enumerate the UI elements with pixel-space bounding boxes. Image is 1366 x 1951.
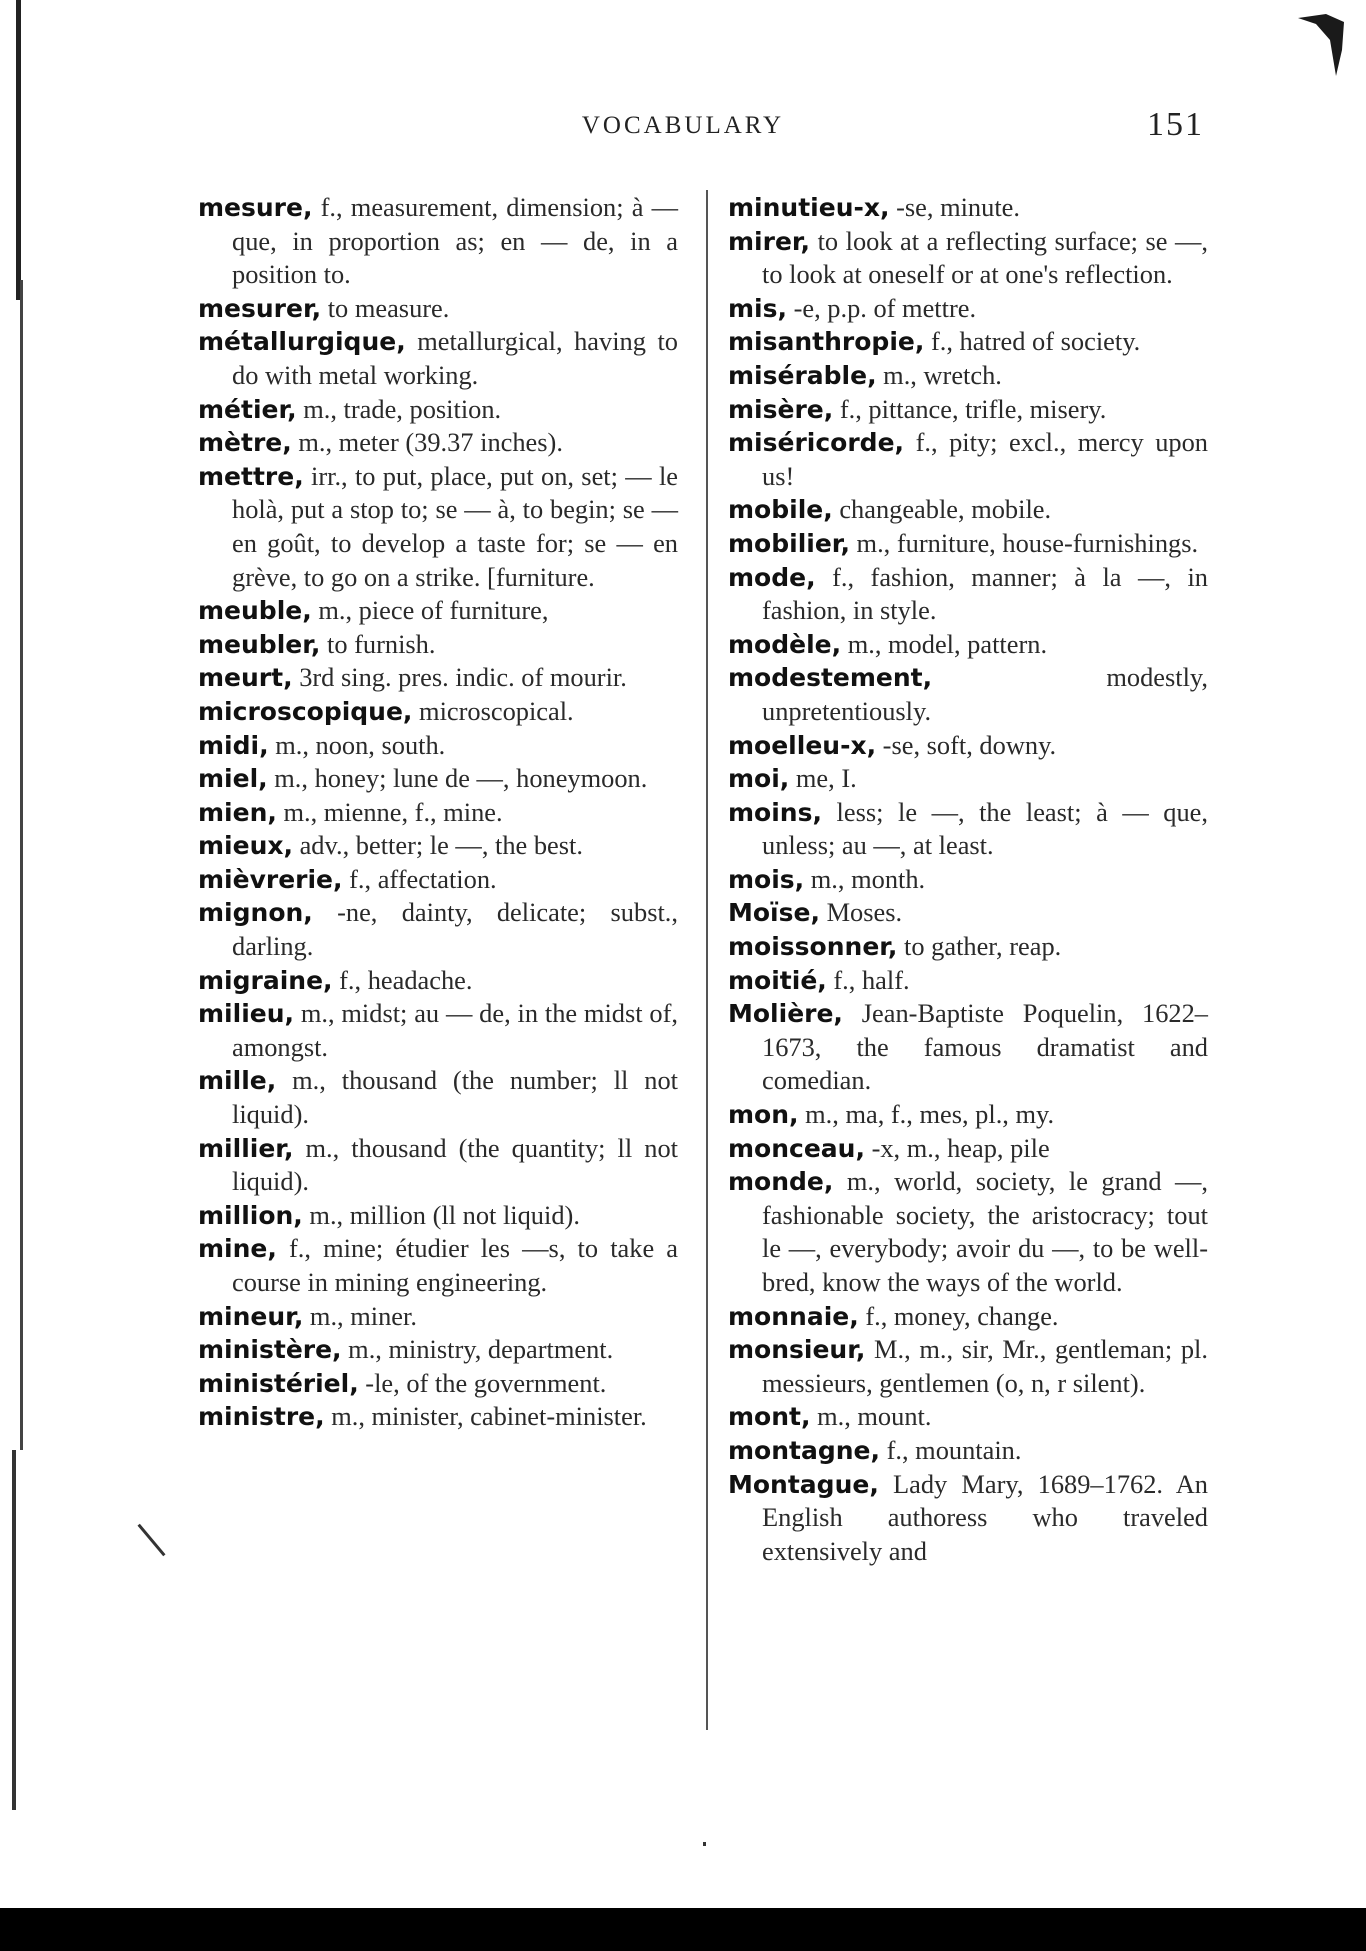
- dictionary-entry: [728, 997, 1208, 1098]
- dictionary-entry: [728, 1468, 1208, 1569]
- scan-corner-mark: [1296, 10, 1346, 80]
- entry-headword: mettre,: [198, 461, 304, 491]
- entry-headword: modestement,: [728, 663, 933, 693]
- entry-headword: mon,: [728, 1100, 799, 1130]
- dictionary-entry: [198, 393, 678, 427]
- dictionary-entry: [728, 729, 1208, 763]
- dictionary-entry: [198, 729, 678, 763]
- entry-definition: -e, p.p. of mettre.: [787, 292, 977, 323]
- entry-definition: to gather, reap.: [897, 931, 1062, 962]
- entry-headword: Montague,: [728, 1469, 879, 1499]
- entry-headword: moi,: [728, 764, 790, 794]
- right-column: [728, 191, 1208, 1568]
- entry-headword: mineur,: [198, 1301, 304, 1331]
- dictionary-entry: [728, 661, 1208, 728]
- entry-headword: moins,: [728, 797, 822, 827]
- entry-definition: microscopical.: [412, 695, 574, 726]
- entry-headword: monceau,: [728, 1133, 865, 1163]
- entry-definition: f., fashion, manner; à la —, in fashion, in style.: [762, 561, 1208, 626]
- entry-headword: meubler,: [198, 629, 321, 659]
- entry-headword: monde,: [728, 1167, 834, 1197]
- entry-definition: m., month.: [804, 863, 926, 894]
- entry-definition: to look at a reflecting surface; se —, to look at oneself or at one's reflection.: [762, 225, 1208, 290]
- entry-definition: m., piece of furniture,: [311, 595, 549, 626]
- scan-edge-mark: [20, 280, 23, 1450]
- entry-headword: mobilier,: [728, 528, 850, 558]
- entry-definition: m., noon, south.: [268, 729, 446, 760]
- entry-headword: millier,: [198, 1133, 294, 1163]
- entry-definition: m., ma, f., mes, pl., my.: [798, 1099, 1055, 1130]
- dictionary-entry: [728, 930, 1208, 964]
- dictionary-entry: [198, 1232, 678, 1299]
- dictionary-entry: [198, 997, 678, 1064]
- dictionary-entry: [198, 661, 678, 695]
- dictionary-entry: [728, 1300, 1208, 1334]
- dictionary-entry: [728, 527, 1208, 561]
- entry-headword: mieux,: [198, 831, 293, 861]
- dictionary-entry: [198, 1367, 678, 1401]
- entry-definition: Lady Mary, 1689–1762. An English authoress who traveled extensively and: [762, 1468, 1208, 1566]
- dictionary-entry: [728, 393, 1208, 427]
- entry-definition: f., money, change.: [858, 1300, 1059, 1331]
- dictionary-entry: [198, 1400, 678, 1434]
- entry-headword: mobile,: [728, 495, 833, 525]
- entry-headword: meuble,: [198, 596, 312, 626]
- entry-definition: M., m., sir, Mr., gentleman; pl. messieurs, gentlemen (o, n, r silent).: [762, 1334, 1208, 1398]
- dictionary-entry: [728, 896, 1208, 930]
- entry-definition: adv., better; le —, the best.: [293, 830, 583, 861]
- entry-headword: mont,: [728, 1402, 811, 1432]
- entry-definition: m., wretch.: [876, 359, 1002, 390]
- entry-definition: m., furniture, house-furnishings.: [849, 527, 1199, 558]
- entry-headword: ministère,: [198, 1335, 342, 1365]
- entry-definition: -ne, dainty, delicate; subst., darling.: [232, 897, 678, 962]
- entry-headword: milieu,: [198, 999, 295, 1029]
- entry-definition: Moses.: [819, 897, 903, 928]
- dictionary-entry: [198, 191, 678, 292]
- entry-headword: misère,: [728, 394, 834, 424]
- dictionary-entry: [728, 493, 1208, 527]
- entry-definition: f., measurement, dimension; à — que, in proportion as; en — de, in a position to.: [232, 192, 678, 290]
- entry-definition: m., minister, cabinet-minister.: [324, 1401, 647, 1432]
- dictionary-entry: [198, 1132, 678, 1199]
- dictionary-entry: [198, 964, 678, 998]
- entry-headword: midi,: [198, 730, 269, 760]
- entry-headword: mirer,: [728, 226, 811, 256]
- entry-headword: mignon,: [198, 898, 313, 928]
- entry-headword: modèle,: [728, 629, 842, 659]
- dictionary-entry: [198, 863, 678, 897]
- entry-headword: misérable,: [728, 360, 877, 390]
- entry-definition: f., affectation.: [342, 863, 497, 894]
- entry-definition: f., pittance, trifle, misery.: [833, 393, 1107, 424]
- scan-speck: [703, 1842, 706, 1846]
- dictionary-entry: [198, 1064, 678, 1131]
- dictionary-entry: [198, 426, 678, 460]
- scan-speck: [137, 1524, 165, 1557]
- entry-definition: f., mountain.: [880, 1434, 1022, 1465]
- entry-definition: m., mount.: [810, 1401, 932, 1432]
- entry-definition: f., mine; étudier les —s, to take a course in mining engineering.: [232, 1233, 678, 1297]
- entry-headword: mièvrerie,: [198, 864, 343, 894]
- dictionary-entry: [728, 325, 1208, 359]
- entry-definition: modestly, unpretentiously.: [762, 662, 1208, 726]
- entry-headword: moelleu-x,: [728, 730, 877, 760]
- dictionary-entry: [728, 628, 1208, 662]
- dictionary-entry: [728, 191, 1208, 225]
- dictionary-entry: [198, 292, 678, 326]
- entry-headword: meurt,: [198, 663, 293, 693]
- entry-definition: m., trade, position.: [296, 393, 502, 424]
- entry-headword: ministre,: [198, 1402, 325, 1432]
- entry-definition: m., honey; lune de —, honeymoon.: [267, 763, 648, 794]
- entry-headword: mesure,: [198, 193, 313, 222]
- entry-definition: m., million (ll not liquid).: [302, 1199, 580, 1230]
- entry-headword: métier,: [198, 394, 297, 424]
- entry-headword: mien,: [198, 797, 277, 827]
- dictionary-entry: [728, 1165, 1208, 1299]
- entry-definition: m., ministry, department.: [341, 1334, 614, 1365]
- entry-headword: microscopique,: [198, 696, 413, 726]
- scan-bottom-border: [0, 1908, 1366, 1951]
- entry-definition: Jean-Baptiste Poquelin, 1622–1673, the famous dramatist and comedian.: [762, 998, 1208, 1096]
- entry-headword: mine,: [198, 1234, 277, 1264]
- dictionary-entry: [728, 1400, 1208, 1434]
- entry-definition: metallurgical, having to do with metal working.: [232, 326, 678, 390]
- entry-headword: mois,: [728, 864, 805, 894]
- running-header: VOCABULARY: [581, 112, 785, 139]
- dictionary-entry: [728, 1434, 1208, 1468]
- entry-headword: Molière,: [728, 999, 843, 1029]
- dictionary-entry: [198, 695, 678, 729]
- entry-headword: ministériel,: [198, 1368, 359, 1398]
- entry-definition: changeable, mobile.: [832, 494, 1052, 525]
- dictionary-entry: [728, 762, 1208, 796]
- entry-definition: f., half.: [826, 964, 910, 995]
- dictionary-entry: [198, 594, 678, 628]
- dictionary-entry: [198, 628, 678, 662]
- dictionary-entry: [728, 561, 1208, 628]
- entry-headword: montagne,: [728, 1435, 880, 1465]
- entry-definition: m., thousand (the number; ll not liquid).: [232, 1065, 678, 1130]
- dictionary-entry: [198, 460, 678, 594]
- entry-headword: moissonner,: [728, 932, 898, 962]
- dictionary-entry: [728, 292, 1208, 326]
- entry-headword: Moïse,: [728, 898, 820, 928]
- dictionary-entry: [198, 829, 678, 863]
- dictionary-entry: [198, 762, 678, 796]
- entry-headword: métallurgique,: [198, 327, 406, 357]
- dictionary-entry: [198, 1300, 678, 1334]
- entry-headword: miel,: [198, 764, 268, 794]
- entry-headword: mis,: [728, 293, 787, 323]
- entry-definition: m., meter (39.37 inches).: [291, 427, 563, 458]
- entry-definition: f., hatred of society.: [924, 326, 1141, 357]
- dictionary-entry: [728, 359, 1208, 393]
- entry-headword: mesurer,: [198, 293, 322, 323]
- entry-definition: 3rd sing. pres. indic. of mourir.: [292, 662, 627, 693]
- entry-headword: misanthropie,: [728, 327, 925, 357]
- entry-headword: monnaie,: [728, 1301, 859, 1331]
- entry-definition: m., mienne, f., mine.: [276, 796, 503, 827]
- entry-definition: m., midst; au — de, in the midst of, amongst.: [232, 998, 678, 1062]
- dictionary-entry: [198, 1199, 678, 1233]
- entry-definition: -se, minute.: [889, 192, 1020, 222]
- scan-edge-mark: [12, 1450, 16, 1810]
- dictionary-entry: [728, 225, 1208, 292]
- entry-definition: me, I.: [789, 763, 857, 794]
- scan-edge-mark: [16, 0, 21, 300]
- page-number: 151: [1147, 106, 1204, 143]
- entry-definition: to furnish.: [320, 628, 436, 659]
- dictionary-entry: [728, 1333, 1208, 1400]
- entry-headword: minutieu-x,: [728, 193, 890, 222]
- entry-definition: f., headache.: [332, 964, 473, 995]
- entry-definition: m., model, pattern.: [841, 628, 1048, 659]
- entry-headword: mille,: [198, 1066, 277, 1096]
- dictionary-entry: [198, 896, 678, 963]
- entry-headword: mode,: [728, 562, 816, 592]
- entry-definition: -se, soft, downy.: [876, 729, 1057, 760]
- dictionary-entry: [728, 426, 1208, 493]
- entry-headword: migraine,: [198, 965, 333, 995]
- left-column: [198, 191, 678, 1434]
- entry-definition: irr., to put, place, put on, set; — le holà, put a stop to; se — à, to begin; se — en goût, to develop a taste for; se — en grève, to go on a strike. [furniture.: [232, 460, 678, 592]
- dictionary-entry: [728, 1098, 1208, 1132]
- entry-definition: f., pity; excl., mercy upon us!: [762, 427, 1208, 491]
- entry-definition: -le, of the government.: [358, 1367, 607, 1398]
- entry-definition: to measure.: [321, 292, 450, 323]
- entry-headword: mètre,: [198, 428, 292, 458]
- dictionary-entry: [198, 796, 678, 830]
- entry-headword: miséricorde,: [728, 428, 905, 458]
- dictionary-entry: [198, 1333, 678, 1367]
- entry-headword: million,: [198, 1200, 303, 1230]
- dictionary-entry: [728, 1132, 1208, 1166]
- entry-definition: m., thousand (the quantity; ll not liquid).: [232, 1132, 678, 1197]
- entry-headword: moitié,: [728, 965, 827, 995]
- entry-definition: -x, m., heap, pile: [864, 1132, 1050, 1163]
- dictionary-entry: [728, 796, 1208, 863]
- entry-definition: m., miner.: [303, 1300, 417, 1331]
- entry-definition: m., world, society, le grand —, fashionable society, the aristocracy; tout le —, everybody; avoir du —, to be well-bred, know the ways of the world.: [762, 1166, 1208, 1297]
- dictionary-entry: [728, 863, 1208, 897]
- entry-definition: less; le —, the least; à — que, unless; au —, at least.: [762, 796, 1208, 861]
- entry-headword: monsieur,: [728, 1335, 866, 1365]
- dictionary-entry: [728, 964, 1208, 998]
- column-divider: [706, 190, 708, 1730]
- dictionary-entry: [198, 325, 678, 392]
